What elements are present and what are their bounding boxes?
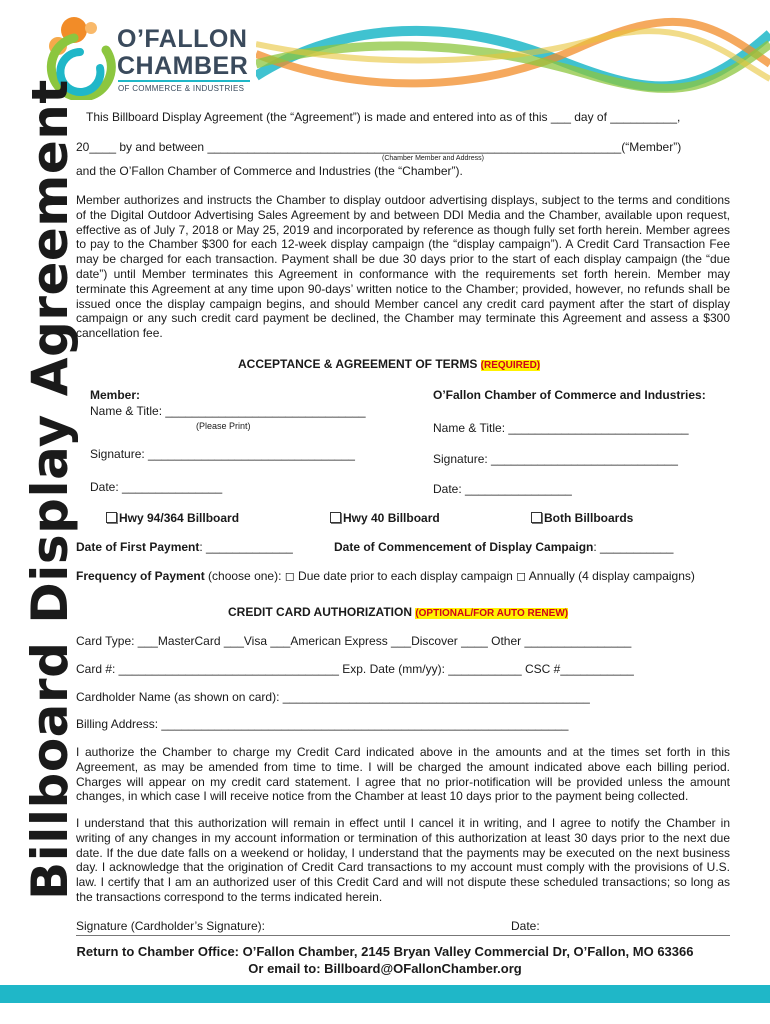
print-caption: (Please Print) [196,421,251,431]
frequency-options: (choose one): ◻ Due date prior to each display campaign ◻ Annually (4 display campaigns) [204,569,695,583]
billboard-option-hwy94-label: Hwy 94/364 Billboard [119,511,240,525]
frequency-field[interactable] [76,569,695,584]
billing-address-field[interactable]: Billing Address: _____________________________________________________________ [76,717,569,731]
member-name-field[interactable]: Name & Title: ______________________________ [90,404,366,418]
card-type-field[interactable]: Card Type: ___MasterCard ___Visa ___American Express ___Discover ____ Other ________________ [76,634,632,648]
footer-return-address: Return to Chamber Office: O’Fallon Chamber, 2145 Bryan Valley Commercial Dr, O’Fallon, MO 63366 [76,944,694,959]
card-number-field[interactable]: Card #: _________________________________ Exp. Date (mm/yy): ___________ CSC #___________ [76,662,634,676]
terms-paragraph: Member authorizes and instructs the Chamber to display outdoor advertising displays, subject to the terms and conditions of the Digital Outdoor Advertising Sales Agreement by and between DDI Media and the Chamber, available upon request, effective as of July 7, 2018 or May 25, 2019 and incorporated by reference as though fully set forth herein. Member agrees to pay to the Chamber $300 for each 12-week display campaign (the “display campaign”). A Credit Card Transaction Fee may be charged for each transaction. Payment shall be due 30 days prior to the start of each display campaign (the “due date”) until Member terminates this Agreement in conformance with the requirements set forth herein. Member may terminate this Agreement at any time upon 90-days’ written notice to the Chamber; provided, however, no refunds shall be issued once the display campaign begins, and should Member cancel any credit card payment after the start of display campaign or any such credit card payment be declined, the Chamber may terminate this Agreement and assess a $300 cancellation fee. [76,193,730,341]
signature-line [76,935,730,936]
footer-email[interactable]: Or email to: Billboard@OFallonChamber.org [248,961,522,976]
credit-card-heading-text: CREDIT CARD AUTHORIZATION [228,605,416,619]
commencement-blank: : ___________ [593,540,674,554]
logo-underline [118,80,250,82]
billboard-option-both[interactable] [531,511,633,526]
intro-line2: 20____ by and between ______________________________________________________________(“Member”) [76,140,682,154]
cardholder-name-field[interactable]: Cardholder Name (as shown on card): ______________________________________________ [76,690,590,704]
cardholder-signature-field[interactable]: Signature (Cardholder’s Signature): [76,919,265,933]
cardholder-date-field[interactable]: Date: [511,919,540,933]
optional-badge: (OPTIONAL/FOR AUTO RENEW) [415,608,569,619]
credit-card-heading [228,605,568,621]
first-payment-label: Date of First Payment [76,540,200,554]
required-badge: (REQUIRED) [480,360,541,371]
logo-line1: O’FALLON [117,25,248,53]
first-payment-blank: : _____________ [199,540,293,554]
logo-line2: CHAMBER [117,52,249,80]
member-signature-field[interactable]: Signature: _______________________________ [90,447,355,461]
logo-line3: OF COMMERCE & INDUSTRIES [118,84,245,93]
billboard-option-hwy40[interactable] [330,511,440,526]
side-title: Billboard Display Agreement [21,79,79,900]
member-label: Member: [90,388,141,402]
decorative-ribbons [256,14,770,104]
chamber-name-field[interactable]: Name & Title: ___________________________ [433,421,689,435]
footer-bar [0,985,770,1003]
chamber-label: O’Fallon Chamber of Commerce and Industries: [433,388,706,402]
billboard-option-hwy94[interactable] [106,511,239,526]
acceptance-heading-text: ACCEPTANCE & AGREEMENT OF TERMS [238,357,481,371]
checkbox-icon[interactable] [330,512,341,523]
chamber-signature-field[interactable]: Signature: ____________________________ [433,452,678,466]
understand-paragraph: I understand that this authorization will remain in effect until I cancel it in writing, and I agree to notify the Chamber in writing of any changes in my account information or termination of this authorization at least 30 days prior to the next due date. If the due date falls on a weekend or holiday, I understand that the payments may be executed on the next business day. I acknowledge that the origination of Credit Card transactions to my account must comply with the provisions of U.S. law. I certify that I am an authorized user of this Credit Card and will not dispute these scheduled transactions; so long as the transactions correspond to the terms indicated herein. [76,816,730,904]
billboard-option-both-label: Both Billboards [544,511,634,525]
intro-line3: and the O’Fallon Chamber of Commerce and Industries (the “Chamber”). [76,164,463,178]
checkbox-icon[interactable] [531,512,542,523]
commencement-label: Date of Commencement of Display Campaign [334,540,594,554]
billboard-option-hwy40-label: Hwy 40 Billboard [343,511,440,525]
authorize-paragraph: I authorize the Chamber to charge my Credit Card indicated above in the amounts and at the times set forth in this Agreement, as may be amended from time to time. I will be charged the amount indicated above each billing period. Charges will appear on my credit card statement. I agree that no prior-notification will be provided unless the amount changes, in which case I will receive notice from the Chamber at least 10 days prior to the payment being collected. [76,745,730,804]
intro-line1: This Billboard Display Agreement (the “Agreement”) is made and entered into as of this ___ day of __________, [86,110,681,124]
acceptance-heading [238,357,540,373]
frequency-label: Frequency of Payment [76,569,205,583]
first-payment-field[interactable] [76,540,293,555]
chamber-date-field[interactable]: Date: ________________ [433,482,572,496]
member-caption: (Chamber Member and Address) [382,155,484,162]
commencement-field[interactable] [334,540,673,555]
checkbox-icon[interactable] [106,512,117,523]
member-date-field[interactable]: Date: _______________ [90,480,223,494]
